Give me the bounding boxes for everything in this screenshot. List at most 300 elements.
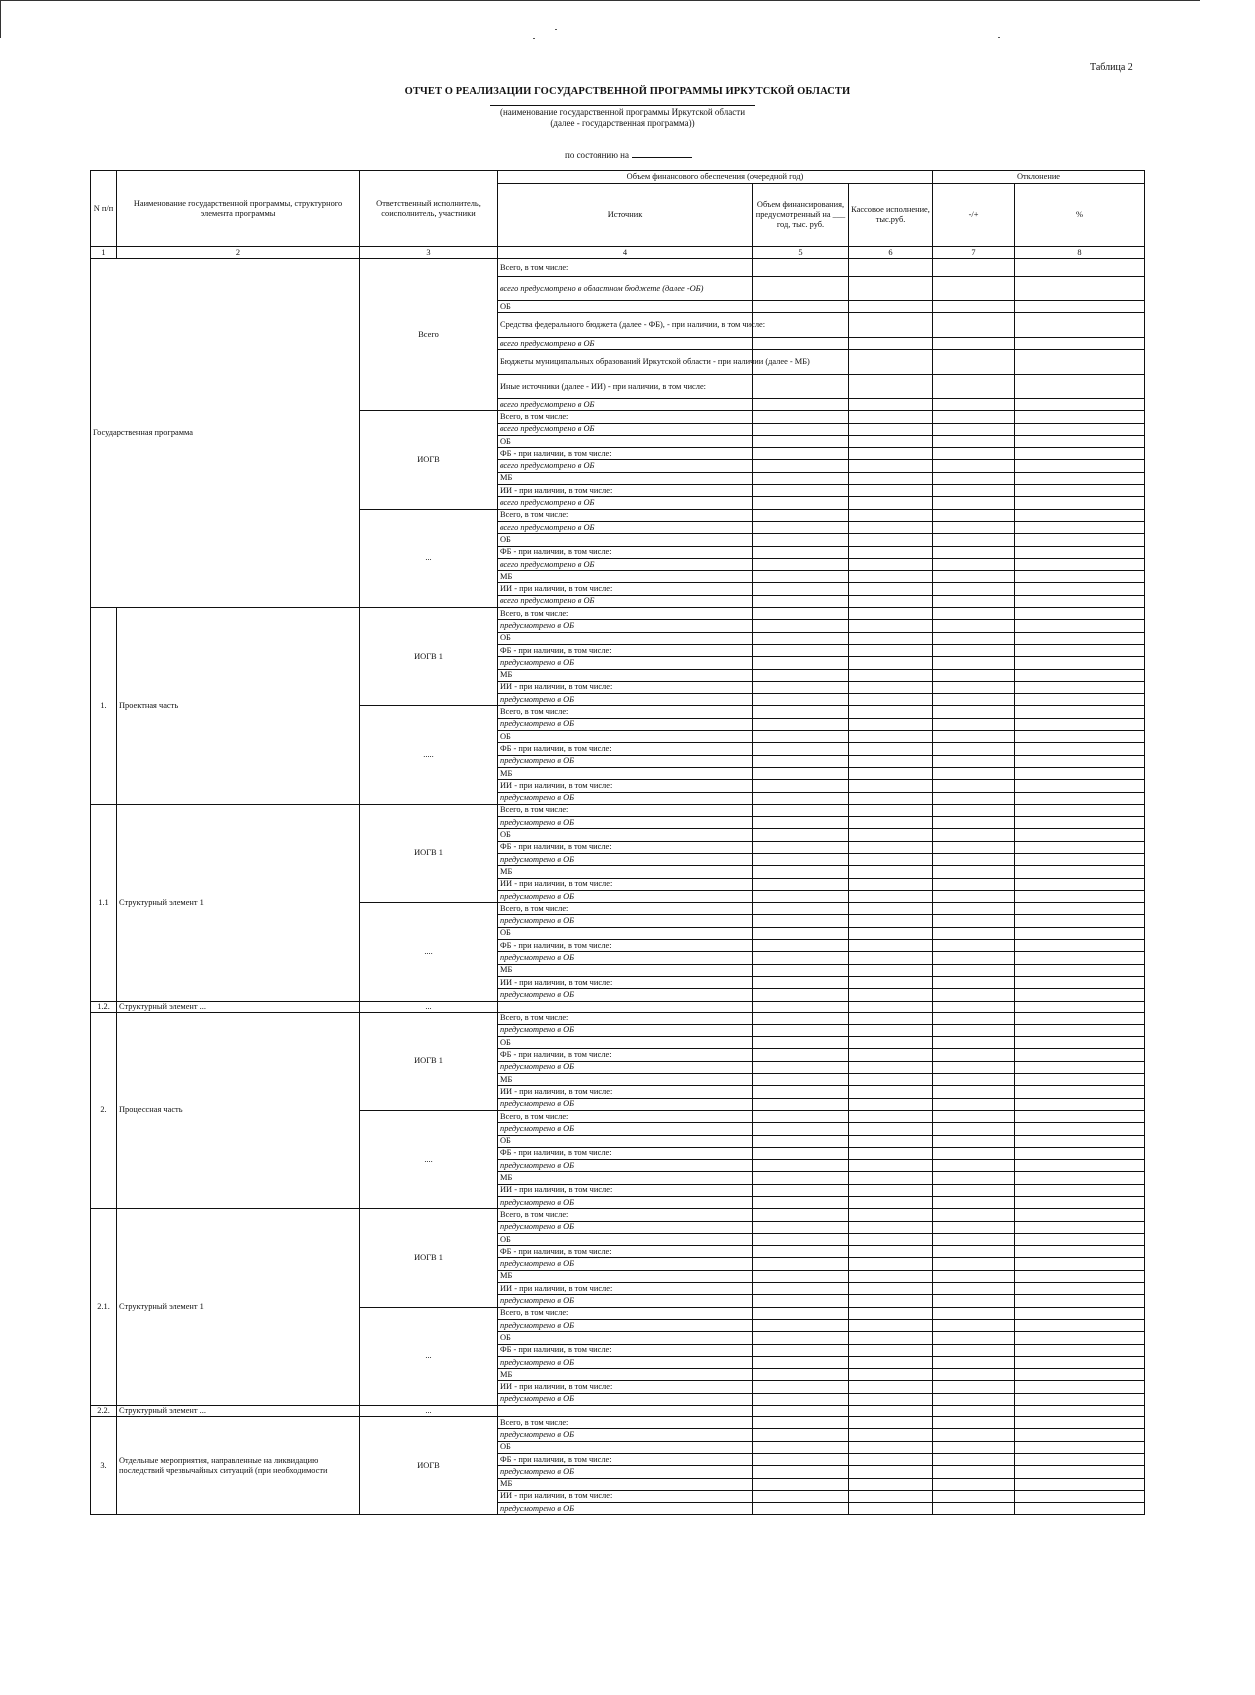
value-cell xyxy=(753,558,849,570)
value-cell xyxy=(753,1135,849,1147)
value-cell xyxy=(849,1147,933,1159)
value-cell xyxy=(849,681,933,693)
header-planned: Объем финансирования, предусмотренный на ___ год, тыс. руб. xyxy=(753,184,849,247)
source-cell: ОБ xyxy=(498,731,753,743)
value-cell xyxy=(849,1086,933,1098)
value-cell xyxy=(933,1037,1015,1049)
report-table xyxy=(90,170,1145,1515)
value-cell xyxy=(1015,1417,1145,1429)
value-cell xyxy=(849,706,933,718)
source-cell: Всего, в том числе: xyxy=(498,1209,753,1221)
value-cell xyxy=(849,927,933,939)
value-cell xyxy=(933,1381,1015,1393)
source-cell: предусмотрено в ОБ xyxy=(498,1098,753,1110)
col-num-8: 8 xyxy=(1015,247,1145,259)
as-of-blank xyxy=(632,149,692,158)
value-cell xyxy=(1015,259,1145,277)
source-cell: ОБ xyxy=(498,435,753,447)
value-cell xyxy=(753,1429,849,1441)
source-cell: ИИ - при наличии, в том числе: xyxy=(498,1184,753,1196)
value-cell xyxy=(849,1233,933,1245)
source-cell: ФБ - при наличии, в том числе: xyxy=(498,1147,753,1159)
value-cell xyxy=(753,927,849,939)
table-number: Таблица 2 xyxy=(1090,62,1133,73)
header-source: Источник xyxy=(498,184,753,247)
value-cell xyxy=(1015,940,1145,952)
source-cell: ФБ - при наличии, в том числе: xyxy=(498,1049,753,1061)
source-cell: ОБ xyxy=(498,1233,753,1245)
source-cell: предусмотрено в ОБ xyxy=(498,1123,753,1135)
source-cell: предусмотрено в ОБ xyxy=(498,915,753,927)
value-cell xyxy=(933,1086,1015,1098)
header-percent: % xyxy=(1015,184,1145,247)
value-cell xyxy=(933,448,1015,460)
value-cell xyxy=(933,375,1015,399)
value-cell xyxy=(933,1135,1015,1147)
value-cell xyxy=(753,375,849,399)
source-cell xyxy=(498,1406,753,1417)
value-cell xyxy=(753,792,849,804)
source-cell: предусмотрено в ОБ xyxy=(498,817,753,829)
source-cell: предусмотрено в ОБ xyxy=(498,718,753,730)
value-cell xyxy=(753,1417,849,1429)
value-cell xyxy=(1015,694,1145,706)
source-cell: ИИ - при наличии, в том числе: xyxy=(498,1086,753,1098)
value-cell xyxy=(1015,472,1145,484)
value-cell xyxy=(753,595,849,607)
item-name: Структурный элемент ... xyxy=(117,1406,360,1417)
value-cell xyxy=(933,804,1015,816)
value-cell xyxy=(1015,1147,1145,1159)
value-cell xyxy=(753,1061,849,1073)
item-number: 2. xyxy=(91,1012,117,1209)
item-name: Структурный элемент 1 xyxy=(117,1209,360,1406)
value-cell xyxy=(753,472,849,484)
col-num-2: 2 xyxy=(117,247,360,259)
report-subtitle xyxy=(490,105,755,129)
value-cell xyxy=(849,989,933,1001)
col-num-3: 3 xyxy=(360,247,498,259)
source-cell: ФБ - при наличии, в том числе: xyxy=(498,644,753,656)
source-cell: предусмотрено в ОБ xyxy=(498,1466,753,1478)
value-cell xyxy=(849,669,933,681)
value-cell xyxy=(1015,485,1145,497)
value-cell xyxy=(1015,277,1145,301)
source-cell: предусмотрено в ОБ xyxy=(498,890,753,902)
value-cell xyxy=(849,632,933,644)
item-number: 2.2. xyxy=(91,1406,117,1417)
value-cell xyxy=(1015,841,1145,853)
value-cell xyxy=(753,1086,849,1098)
value-cell xyxy=(753,1024,849,1036)
executor-cell: ИОГВ xyxy=(360,411,498,509)
value-cell xyxy=(849,817,933,829)
value-cell xyxy=(1015,1478,1145,1490)
col-num-7: 7 xyxy=(933,247,1015,259)
value-cell xyxy=(753,878,849,890)
value-cell xyxy=(849,313,933,338)
value-cell xyxy=(933,313,1015,338)
value-cell xyxy=(849,1209,933,1221)
col-num-6: 6 xyxy=(849,247,933,259)
source-cell: ИИ - при наличии, в том числе: xyxy=(498,976,753,988)
value-cell xyxy=(849,435,933,447)
value-cell xyxy=(933,1147,1015,1159)
value-cell xyxy=(933,1478,1015,1490)
value-cell xyxy=(753,338,849,350)
value-cell xyxy=(933,1369,1015,1381)
value-cell xyxy=(753,964,849,976)
value-cell xyxy=(753,829,849,841)
value-cell xyxy=(753,817,849,829)
value-cell xyxy=(849,1283,933,1295)
source-cell: предусмотрено в ОБ xyxy=(498,755,753,767)
value-cell xyxy=(933,866,1015,878)
report-title: ОТЧЕТ О РЕАЛИЗАЦИИ ГОСУДАРСТВЕННОЙ ПРОГРАММЫ ИРКУТСКОЙ ОБЛАСТИ xyxy=(404,86,851,97)
value-cell xyxy=(753,755,849,767)
value-cell xyxy=(1015,571,1145,583)
value-cell xyxy=(933,521,1015,533)
value-cell xyxy=(753,460,849,472)
value-cell xyxy=(933,399,1015,411)
executor-cell: ИОГВ 1 xyxy=(360,1012,498,1110)
value-cell xyxy=(753,915,849,927)
value-cell xyxy=(933,1258,1015,1270)
value-cell xyxy=(933,1466,1015,1478)
value-cell xyxy=(753,571,849,583)
source-cell: Всего, в том числе: xyxy=(498,1110,753,1122)
value-cell xyxy=(1015,595,1145,607)
report-body xyxy=(91,259,1145,1515)
value-cell xyxy=(849,644,933,656)
value-cell xyxy=(1015,1270,1145,1282)
value-cell xyxy=(933,509,1015,521)
value-cell xyxy=(933,853,1015,865)
source-cell: ФБ - при наличии, в том числе: xyxy=(498,1453,753,1465)
value-cell xyxy=(849,558,933,570)
value-cell xyxy=(849,1453,933,1465)
value-cell xyxy=(849,792,933,804)
value-cell xyxy=(933,583,1015,595)
source-cell: ИИ - при наличии, в том числе: xyxy=(498,878,753,890)
value-cell xyxy=(1015,546,1145,558)
value-cell xyxy=(753,706,849,718)
value-cell xyxy=(753,509,849,521)
value-cell xyxy=(1015,1429,1145,1441)
value-cell xyxy=(849,1197,933,1209)
value-cell xyxy=(1015,657,1145,669)
value-cell xyxy=(753,743,849,755)
value-cell xyxy=(1015,1406,1145,1417)
value-cell xyxy=(849,1098,933,1110)
value-cell xyxy=(933,1270,1015,1282)
value-cell xyxy=(933,1074,1015,1086)
source-cell: предусмотрено в ОБ xyxy=(498,989,753,1001)
col-num-4: 4 xyxy=(498,247,753,259)
value-cell xyxy=(849,1307,933,1319)
value-cell xyxy=(753,1466,849,1478)
value-cell xyxy=(753,1001,849,1012)
value-cell xyxy=(1015,1172,1145,1184)
value-cell xyxy=(849,423,933,435)
scan-top-edge xyxy=(0,0,1200,1)
executor-cell: ... xyxy=(360,1001,498,1012)
value-cell xyxy=(1015,620,1145,632)
value-cell xyxy=(933,1332,1015,1344)
executor-cell: ИОГВ 1 xyxy=(360,1209,498,1307)
value-cell xyxy=(1015,1098,1145,1110)
value-cell xyxy=(933,1429,1015,1441)
value-cell xyxy=(933,350,1015,375)
value-cell xyxy=(753,1160,849,1172)
source-cell: Всего, в том числе: xyxy=(498,1012,753,1024)
value-cell xyxy=(933,1098,1015,1110)
source-cell: ИИ - при наличии, в том числе: xyxy=(498,681,753,693)
value-cell xyxy=(1015,1490,1145,1502)
value-cell xyxy=(753,1233,849,1245)
source-cell: ФБ - при наличии, в том числе: xyxy=(498,841,753,853)
value-cell xyxy=(849,1001,933,1012)
source-cell: предусмотрено в ОБ xyxy=(498,1295,753,1307)
value-cell xyxy=(849,1441,933,1453)
value-cell xyxy=(933,976,1015,988)
source-cell: МБ xyxy=(498,1270,753,1282)
column-number-row xyxy=(91,247,1145,259)
source-cell: Всего, в том числе: xyxy=(498,903,753,915)
value-cell xyxy=(933,620,1015,632)
value-cell xyxy=(1015,350,1145,375)
source-cell: предусмотрено в ОБ xyxy=(498,1503,753,1515)
source-cell: Всего, в том числе: xyxy=(498,1307,753,1319)
value-cell xyxy=(849,866,933,878)
value-cell xyxy=(753,620,849,632)
value-cell xyxy=(849,460,933,472)
source-cell: ОБ xyxy=(498,1135,753,1147)
value-cell xyxy=(1015,890,1145,902)
value-cell xyxy=(933,1319,1015,1331)
header-funding-group: Объем финансового обеспечения (очередной год) xyxy=(498,171,933,184)
value-cell xyxy=(933,1209,1015,1221)
source-cell: ОБ xyxy=(498,1332,753,1344)
table-row xyxy=(91,1012,1145,1024)
source-cell: ОБ xyxy=(498,1441,753,1453)
value-cell xyxy=(1015,1221,1145,1233)
value-cell xyxy=(849,767,933,779)
value-cell xyxy=(753,976,849,988)
executor-cell: ... xyxy=(360,1307,498,1405)
value-cell xyxy=(933,1344,1015,1356)
value-cell xyxy=(933,792,1015,804)
value-cell xyxy=(849,1074,933,1086)
value-cell xyxy=(753,731,849,743)
value-cell xyxy=(933,485,1015,497)
executor-cell: .... xyxy=(360,903,498,1001)
subtitle-line-2: (далее - государственная программа)) xyxy=(550,118,695,128)
table-row xyxy=(91,1406,1145,1417)
value-cell xyxy=(1015,1258,1145,1270)
header-cash: Кассовое исполнение, тыс.руб. xyxy=(849,184,933,247)
value-cell xyxy=(933,595,1015,607)
value-cell xyxy=(933,1393,1015,1405)
value-cell xyxy=(849,841,933,853)
value-cell xyxy=(933,1417,1015,1429)
value-cell xyxy=(849,694,933,706)
source-cell: всего предусмотрено в ОБ xyxy=(498,521,753,533)
source-cell xyxy=(498,1001,753,1012)
header-name: Наименование государственной программы, структурного элемента программы xyxy=(117,171,360,247)
source-cell: предусмотрено в ОБ xyxy=(498,1319,753,1331)
source-cell: всего предусмотрено в ОБ xyxy=(498,497,753,509)
value-cell xyxy=(1015,952,1145,964)
value-cell xyxy=(753,1049,849,1061)
value-cell xyxy=(933,669,1015,681)
value-cell xyxy=(1015,1110,1145,1122)
value-cell xyxy=(933,767,1015,779)
scan-speck xyxy=(998,37,1000,38)
value-cell xyxy=(933,927,1015,939)
value-cell xyxy=(753,1490,849,1502)
value-cell xyxy=(849,780,933,792)
value-cell xyxy=(1015,608,1145,620)
value-cell xyxy=(933,1453,1015,1465)
value-cell xyxy=(849,1184,933,1196)
value-cell xyxy=(849,534,933,546)
value-cell xyxy=(1015,1037,1145,1049)
source-cell: МБ xyxy=(498,1478,753,1490)
value-cell xyxy=(849,1024,933,1036)
value-cell xyxy=(753,1332,849,1344)
source-cell: МБ xyxy=(498,767,753,779)
value-cell xyxy=(1015,853,1145,865)
source-cell: Всего, в том числе: xyxy=(498,1417,753,1429)
header-deviation-group: Отклонение xyxy=(933,171,1145,184)
value-cell xyxy=(1015,866,1145,878)
item-number: 3. xyxy=(91,1417,117,1515)
value-cell xyxy=(1015,521,1145,533)
value-cell xyxy=(849,1135,933,1147)
value-cell xyxy=(753,780,849,792)
value-cell xyxy=(933,497,1015,509)
value-cell xyxy=(753,485,849,497)
value-cell xyxy=(849,1429,933,1441)
source-cell: ОБ xyxy=(498,632,753,644)
col-num-1: 1 xyxy=(91,247,117,259)
value-cell xyxy=(933,571,1015,583)
value-cell xyxy=(753,1012,849,1024)
value-cell xyxy=(849,497,933,509)
value-cell xyxy=(849,1172,933,1184)
value-cell xyxy=(933,1160,1015,1172)
value-cell xyxy=(753,657,849,669)
value-cell xyxy=(1015,1295,1145,1307)
value-cell xyxy=(849,509,933,521)
value-cell xyxy=(753,1356,849,1368)
value-cell xyxy=(1015,1356,1145,1368)
item-number: 1.1 xyxy=(91,804,117,1001)
value-cell xyxy=(933,1283,1015,1295)
value-cell xyxy=(1015,681,1145,693)
source-cell: ИИ - при наличии, в том числе: xyxy=(498,485,753,497)
value-cell xyxy=(1015,1307,1145,1319)
value-cell xyxy=(1015,375,1145,399)
value-cell xyxy=(933,952,1015,964)
source-cell: МБ xyxy=(498,669,753,681)
value-cell xyxy=(753,1381,849,1393)
source-cell: МБ xyxy=(498,571,753,583)
item-name: Государственная программа xyxy=(91,259,360,608)
value-cell xyxy=(849,1466,933,1478)
value-cell xyxy=(933,841,1015,853)
value-cell xyxy=(849,338,933,350)
value-cell xyxy=(753,301,849,313)
value-cell xyxy=(849,1110,933,1122)
source-cell: предусмотрено в ОБ xyxy=(498,853,753,865)
value-cell xyxy=(753,1197,849,1209)
source-cell: Всего, в том числе: xyxy=(498,509,753,521)
value-cell xyxy=(753,989,849,1001)
value-cell xyxy=(753,1393,849,1405)
item-number: 2.1. xyxy=(91,1209,117,1406)
source-cell: ИИ - при наличии, в том числе: xyxy=(498,1381,753,1393)
value-cell xyxy=(753,583,849,595)
value-cell xyxy=(849,485,933,497)
source-cell: ИИ - при наличии, в том числе: xyxy=(498,583,753,595)
value-cell xyxy=(849,595,933,607)
value-cell xyxy=(933,890,1015,902)
value-cell xyxy=(849,546,933,558)
value-cell xyxy=(753,534,849,546)
value-cell xyxy=(1015,1344,1145,1356)
value-cell xyxy=(1015,1441,1145,1453)
executor-cell: ИОГВ 1 xyxy=(360,804,498,902)
value-cell xyxy=(933,915,1015,927)
source-cell: ИИ - при наличии, в том числе: xyxy=(498,780,753,792)
source-cell: всего предусмотрено в областном бюджете (далее -ОБ) xyxy=(498,277,753,301)
table-row xyxy=(91,804,1145,816)
value-cell xyxy=(849,1381,933,1393)
value-cell xyxy=(753,1503,849,1515)
value-cell xyxy=(753,632,849,644)
value-cell xyxy=(933,1123,1015,1135)
value-cell xyxy=(1015,399,1145,411)
value-cell xyxy=(1015,1049,1145,1061)
value-cell xyxy=(753,411,849,423)
value-cell xyxy=(933,411,1015,423)
source-cell: ФБ - при наличии, в том числе: xyxy=(498,448,753,460)
source-cell: ОБ xyxy=(498,927,753,939)
value-cell xyxy=(933,301,1015,313)
value-cell xyxy=(753,767,849,779)
source-cell: предусмотрено в ОБ xyxy=(498,792,753,804)
scan-left-edge xyxy=(0,0,1,38)
value-cell xyxy=(849,1393,933,1405)
value-cell xyxy=(933,558,1015,570)
value-cell xyxy=(849,755,933,767)
value-cell xyxy=(1015,1001,1145,1012)
value-cell xyxy=(933,259,1015,277)
value-cell xyxy=(849,853,933,865)
source-cell: предусмотрено в ОБ xyxy=(498,657,753,669)
value-cell xyxy=(753,1172,849,1184)
source-cell: предусмотрено в ОБ xyxy=(498,1356,753,1368)
table-row xyxy=(91,259,1145,277)
value-cell xyxy=(753,1147,849,1159)
value-cell xyxy=(1015,755,1145,767)
value-cell xyxy=(933,1061,1015,1073)
value-cell xyxy=(753,1123,849,1135)
value-cell xyxy=(849,964,933,976)
value-cell xyxy=(1015,1369,1145,1381)
